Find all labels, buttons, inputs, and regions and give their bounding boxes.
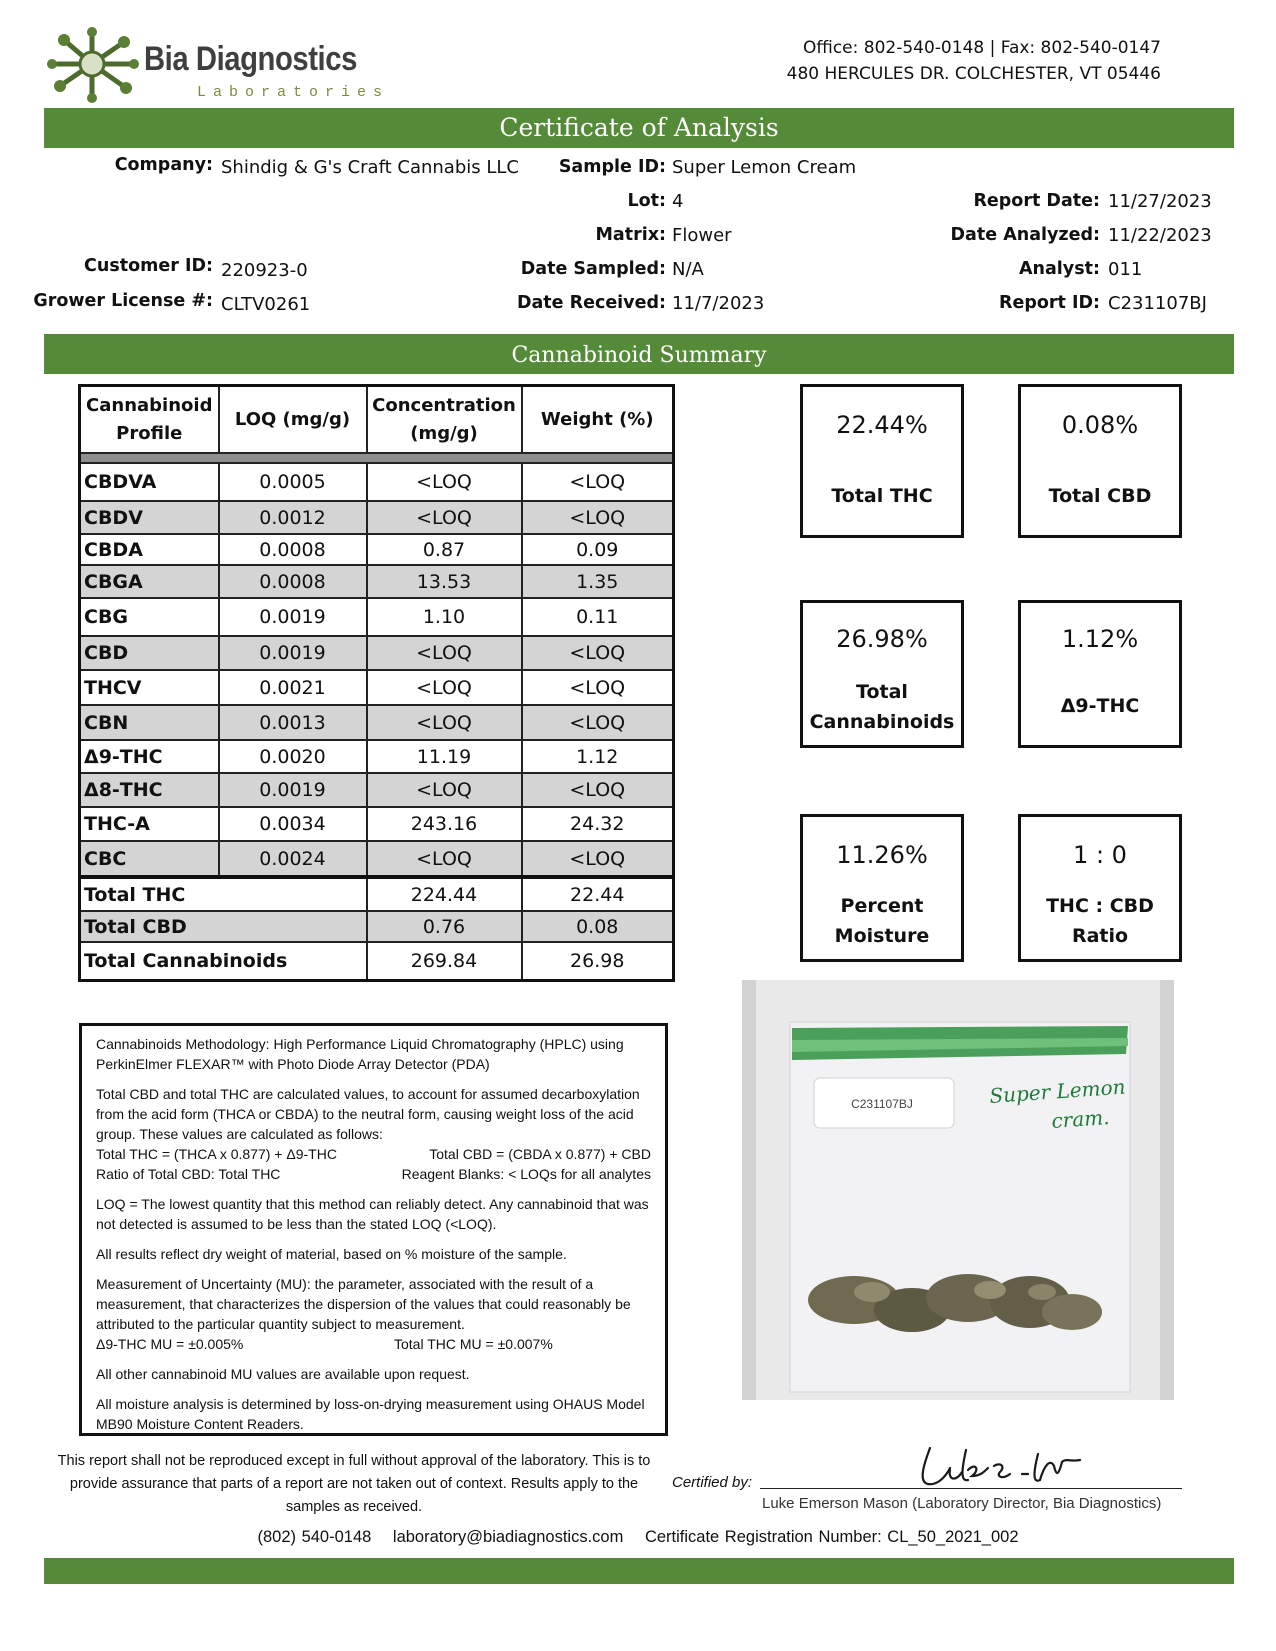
cell-value: <LOQ: [522, 841, 674, 877]
cell-value: 0.11: [522, 598, 674, 636]
total-concentration: 269.84: [367, 942, 522, 980]
table-row: [80, 463, 674, 501]
grower-license-label: Grower License #:: [33, 291, 213, 311]
cell-value: 1.35: [522, 565, 674, 598]
lot-value: 4: [672, 191, 684, 212]
date-sampled-label: Date Sampled:: [520, 259, 666, 279]
grower-license-value: CLTV0261: [221, 294, 311, 315]
table-row: [80, 670, 674, 705]
header-profile: Cannabinoid Profile: [80, 386, 219, 454]
date-received-value: 11/7/2023: [672, 293, 765, 314]
methodology-mu: Measurement of Uncertainty (MU): the parameter, associated with the result of a measurement, that characterizes the dispersion of the values that could reasonably be attributed to the particular quantity subject to measurement.: [96, 1276, 631, 1332]
cannabinoid-name: THC-A: [80, 807, 219, 841]
total-thc-value: 22.44%: [836, 411, 928, 439]
d9-thc-box: [1018, 600, 1182, 748]
logo-name: Bia Diagnostics: [144, 40, 357, 78]
table-row: [80, 705, 674, 740]
table-row: [80, 740, 674, 773]
cell-value: 0.0019: [219, 773, 367, 807]
company-value: Shindig & G's Craft Cannabis LLC: [221, 157, 519, 178]
date-received-label: Date Received:: [516, 293, 666, 313]
cannabinoid-name: CBN: [80, 705, 219, 740]
total-weight: 26.98: [522, 942, 674, 980]
table-header-row: [80, 386, 674, 454]
cell-value: 0.0024: [219, 841, 367, 877]
report-date-value: 11/27/2023: [1108, 191, 1212, 212]
total-cbd-caption: Total CBD: [1048, 485, 1152, 507]
methodology-calculation: Total CBD and total THC are calculated values, to account for assumed decarboxylation from the acid form (THCA or CBDA) to the neutral form, causing weight loss of the acid group. These values are calculated as follows:: [96, 1086, 640, 1142]
cell-value: 0.09: [522, 534, 674, 565]
cell-value: <LOQ: [367, 841, 522, 877]
signature-line: [760, 1488, 1182, 1489]
cell-value: <LOQ: [367, 773, 522, 807]
cell-value: <LOQ: [367, 636, 522, 670]
d9-thc-value: 1.12%: [1061, 625, 1139, 653]
total-concentration: 224.44: [367, 877, 522, 911]
report-date-label: Report Date:: [973, 191, 1100, 211]
table-row: [80, 636, 674, 670]
cannabinoid-name: CBDA: [80, 534, 219, 565]
handwriting-line-2: cram.: [1050, 1104, 1111, 1133]
cannabinoid-name: Δ8-THC: [80, 773, 219, 807]
cell-value: 24.32: [522, 807, 674, 841]
percent-moisture-box: [800, 814, 964, 962]
header-concentration: Concentration (mg/g): [367, 386, 522, 454]
table-row: [80, 841, 674, 877]
report-id-label: Report ID:: [998, 293, 1100, 313]
lab-email: laboratory@biadiagnostics.com: [392, 1528, 624, 1546]
table-row: [80, 807, 674, 841]
cannabinoid-name: CBDVA: [80, 463, 219, 501]
total-thc-box: [800, 384, 964, 538]
cell-value: 0.0013: [219, 705, 367, 740]
cannabinoid-summary-title: Cannabinoid Summary: [44, 334, 1234, 374]
table-row: [80, 534, 674, 565]
office-contact: Office: 802-540-0148 | Fax: 802-540-0147: [803, 38, 1161, 58]
signer-name: Luke Emerson Mason (Laboratory Director, Bia Diagnostics): [762, 1495, 1162, 1512]
total-concentration: 0.76: [367, 911, 522, 942]
total-row: [80, 877, 674, 911]
cell-value: <LOQ: [522, 463, 674, 501]
header-loq: LOQ (mg/g): [219, 386, 367, 454]
separator-cell: [80, 453, 674, 463]
registration-number: Certificate Registration Number: CL_50_2021_002: [644, 1528, 1019, 1546]
d9-thc-caption: Δ9-THC: [1060, 695, 1140, 717]
cell-value: 0.0008: [219, 565, 367, 598]
methodology-dry-weight: All results reflect dry weight of material, based on % moisture of the sample.: [96, 1246, 567, 1262]
mu-d9-thc: Δ9-THC MU = ±0.005%: [96, 1336, 244, 1352]
percent-moisture-caption: Percent Moisture: [834, 895, 930, 947]
analyst-label: Analyst:: [1019, 259, 1100, 279]
lot-label: Lot:: [627, 191, 666, 211]
customer-id-value: 220923-0: [221, 260, 308, 281]
reagent-blanks-note: Reagent Blanks: < LOQs for all analytes: [401, 1166, 651, 1182]
total-thc-caption: Total THC: [831, 485, 933, 507]
sample-id-value: Super Lemon Cream: [672, 157, 857, 178]
cannabinoid-name: CBG: [80, 598, 219, 636]
table-row: [80, 598, 674, 636]
formula-total-thc: Total THC = (THCA x 0.877) + Δ9-THC: [96, 1146, 337, 1162]
cell-value: 0.0034: [219, 807, 367, 841]
thc-cbd-ratio-box: [1018, 814, 1182, 962]
ratio-row: [96, 1164, 651, 1184]
cell-value: <LOQ: [522, 501, 674, 534]
matrix-value: Flower: [672, 225, 732, 246]
lab-phone: (802) 540-0148: [257, 1528, 372, 1546]
cell-value: <LOQ: [522, 670, 674, 705]
cell-value: <LOQ: [522, 705, 674, 740]
sample-photo: [742, 980, 1174, 1400]
total-cbd-box: [1018, 384, 1182, 538]
cell-value: <LOQ: [367, 705, 522, 740]
cell-value: <LOQ: [367, 501, 522, 534]
total-name: Total THC: [80, 877, 367, 911]
total-cannabinoids-caption: Total Cannabinoids: [809, 681, 955, 733]
cannabinoid-name: THCV: [80, 670, 219, 705]
total-weight: 22.44: [522, 877, 674, 911]
report-id-value: C231107BJ: [1108, 293, 1207, 314]
table-row: [80, 773, 674, 807]
formula-row: [96, 1144, 651, 1164]
cell-value: <LOQ: [522, 773, 674, 807]
cell-value: 0.0020: [219, 740, 367, 773]
date-sampled-value: N/A: [672, 259, 704, 280]
cannabinoid-name: CBDV: [80, 501, 219, 534]
mu-row: [96, 1334, 651, 1354]
cell-value: 1.10: [367, 598, 522, 636]
table-separator: [80, 453, 674, 463]
total-row: [80, 911, 674, 942]
percent-moisture-value: 11.26%: [836, 841, 928, 869]
cell-value: 0.0005: [219, 463, 367, 501]
total-name: Total Cannabinoids: [80, 942, 367, 980]
methodology-loq: LOQ = The lowest quantity that this method can reliably detect. Any cannabinoid that was not detected is assumed to be less than the stated LOQ (<LOQ).: [96, 1196, 649, 1232]
total-weight: 0.08: [522, 911, 674, 942]
signature-icon: [910, 1440, 1090, 1490]
customer-id-label: Customer ID:: [84, 256, 213, 276]
cell-value: 243.16: [367, 807, 522, 841]
cell-value: 13.53: [367, 565, 522, 598]
lab-address: 480 HERCULES DR. COLCHESTER, VT 05446: [786, 64, 1161, 84]
cell-value: <LOQ: [367, 670, 522, 705]
handwriting-line-1: Super Lemon: [988, 1074, 1127, 1108]
ratio-note: Ratio of Total CBD: Total THC: [96, 1166, 281, 1182]
table-row: [80, 565, 674, 598]
logo-subtitle: Laboratories: [197, 84, 390, 101]
footer-bar: [44, 1558, 1234, 1584]
cannabinoid-table: [78, 384, 675, 982]
cannabinoid-name: CBGA: [80, 565, 219, 598]
thc-cbd-ratio-caption: THC : CBD Ratio: [1046, 895, 1154, 947]
date-analyzed-label: Date Analyzed:: [950, 225, 1100, 245]
cell-value: 0.0012: [219, 501, 367, 534]
matrix-label: Matrix:: [595, 225, 666, 245]
cell-value: 0.87: [367, 534, 522, 565]
cell-value: 0.0019: [219, 636, 367, 670]
table-row: [80, 501, 674, 534]
total-cbd-value: 0.08%: [1061, 411, 1139, 439]
cell-value: 1.12: [522, 740, 674, 773]
reproduction-disclaimer: This report shall not be reproduced except in full without approval of the laboratory. This is to provide assurance that parts of a report are not taken out of context. Results apply to the samples as received.: [57, 1453, 651, 1515]
sample-id-label: Sample ID:: [558, 157, 666, 177]
company-label: Company:: [114, 155, 213, 175]
cell-value: 0.0008: [219, 534, 367, 565]
cannabinoid-name: CBC: [80, 841, 219, 877]
certificate-title: Certificate of Analysis: [44, 108, 1234, 148]
methodology-moisture: All moisture analysis is determined by loss-on-drying measurement using OHAUS Model MB90 Moisture Content Readers.: [96, 1396, 645, 1432]
total-row: [80, 942, 674, 980]
thc-cbd-ratio-value: 1 : 0: [1073, 841, 1127, 869]
certified-by-label: Certified by:: [672, 1474, 753, 1491]
cell-value: 0.0019: [219, 598, 367, 636]
methodology-other-mu: All other cannabinoid MU values are available upon request.: [96, 1366, 470, 1382]
header-weight: Weight (%): [522, 386, 674, 454]
cell-value: <LOQ: [367, 463, 522, 501]
methodology-box: [79, 1023, 668, 1436]
mu-total-thc: Total THC MU = ±0.007%: [394, 1336, 553, 1352]
date-analyzed-value: 11/22/2023: [1108, 225, 1212, 246]
cell-value: 11.19: [367, 740, 522, 773]
cannabinoid-name: CBD: [80, 636, 219, 670]
cell-value: <LOQ: [522, 636, 674, 670]
total-name: Total CBD: [80, 911, 367, 942]
bag-label: C231107BJ: [851, 1097, 913, 1111]
formula-total-cbd: Total CBD = (CBDA x 0.877) + CBD: [429, 1146, 651, 1162]
cell-value: 0.0021: [219, 670, 367, 705]
total-cannabinoids-box: [800, 600, 964, 748]
analyst-value: 011: [1108, 259, 1143, 280]
cannabinoid-name: Δ9-THC: [80, 740, 219, 773]
methodology-hplc: Cannabinoids Methodology: High Performance Liquid Chromatography (HPLC) using PerkinElmer FLEXAR™ with Photo Diode Array Detector (PDA): [96, 1036, 624, 1072]
total-cannabinoids-value: 26.98%: [836, 625, 928, 653]
lab-contact-line: [0, 1528, 1276, 1547]
